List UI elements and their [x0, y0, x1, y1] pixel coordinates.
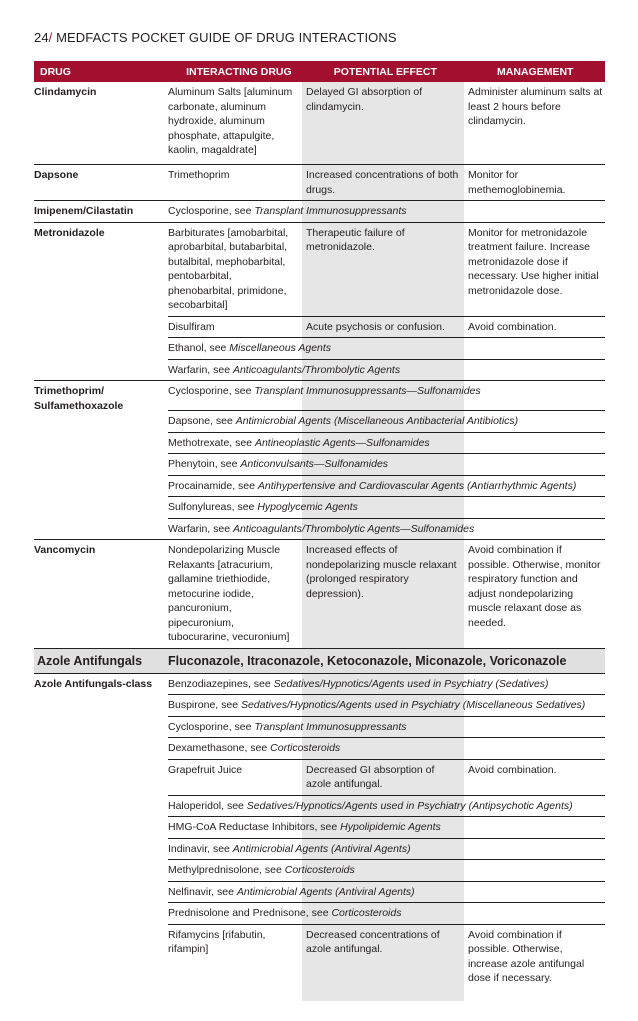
interacting-drug: Trimethoprim — [168, 169, 230, 181]
table-row — [34, 82, 605, 165]
management: Monitor for methemoglobinemia. — [468, 169, 566, 196]
drug-name: Imipenem/Cilastatin — [34, 205, 134, 217]
col-header-potential-effect: POTENTIAL EFFECT — [333, 65, 437, 78]
management: Avoid combination if possible. Otherwise, increase azole antifungal dose if necessary. — [468, 928, 585, 984]
management: Avoid combination if possible. Otherwise, monitor respiratory function and adjust nondepolarizing muscle relaxant dose as needed. — [468, 544, 601, 629]
table-row — [34, 165, 605, 201]
interacting-drug: Rifamycins [rifabutin, rifampin] — [168, 928, 266, 955]
cross-reference: Dexamethasone, see Corticosteroids — [168, 742, 341, 754]
cross-reference: Haloperidol, see Sedatives/Hypnotics/Agents used in Psychiatry (Antipsychotic Agents) — [168, 799, 573, 812]
table-row — [34, 223, 605, 382]
table-row — [34, 674, 605, 989]
management: Monitor for metronidazole treatment failure. Increase metronidazole dose if necessary. Use higher initial metronidazole dose. — [468, 226, 599, 297]
potential-effect: Delayed GI absorption of clindamycin. — [306, 86, 423, 113]
management: Administer aluminum salts at least 2 hours before clindamycin. — [468, 86, 603, 127]
cross-reference: Warfarin, see Anticoagulants/Thrombolytic Agents—Sulfonamides — [168, 522, 475, 535]
cross-reference: Cyclosporine, see Transplant Immunosuppressants—Sulfonamides — [168, 385, 481, 397]
cross-reference: Warfarin, see Anticoagulants/Thrombolytic Agents — [168, 363, 401, 376]
col-header-management: MANAGEMENT — [497, 65, 574, 78]
cross-reference: Methylprednisolone, see Corticosteroids — [168, 864, 355, 876]
cross-reference: Cyclosporine, see Transplant Immunosuppressants — [168, 205, 407, 217]
header-slash: / — [48, 30, 53, 45]
col-header-interacting-drug: INTERACTING DRUG — [186, 65, 292, 78]
potential-effect: Therapeutic failure of metronidazole. — [306, 226, 405, 253]
drug-name: Vancomycin — [34, 544, 96, 556]
drug-name: Clindamycin — [34, 86, 97, 98]
table-header — [34, 61, 605, 82]
potential-effect: Increased concentrations of both drugs. — [306, 169, 459, 196]
section-label: Azole Antifungals — [37, 653, 143, 668]
potential-effect: Increased effects of nondepolarizing muscle relaxant (prolonged respiratory depression). — [306, 544, 457, 600]
drug-name: Trimethoprim/ Sulfamethoxazole — [34, 385, 124, 412]
book-title: MEDFACTS POCKET GUIDE OF DRUG INTERACTIONS — [56, 30, 397, 45]
cross-reference: Sulfonylureas, see Hypoglycemic Agents — [168, 501, 358, 513]
cross-reference: Nelfinavir, see Antimicrobial Agents (Antiviral Agents) — [168, 885, 415, 898]
cross-reference: Benzodiazepines, see Sedatives/Hypnotics/Agents used in Psychiatry (Sedatives) — [168, 677, 549, 690]
interacting-drug: Barbiturates [amobarbital, aprobarbital, butabarbital, butalbital, mephobarbital, pentobarbital, phenobarbital, primidone, secobarbital] — [168, 226, 289, 311]
management: Avoid combination. — [468, 763, 557, 776]
cross-reference: Indinavir, see Antimicrobial Agents (Antiviral Agents) — [168, 842, 411, 855]
cross-reference: Buspirone, see Sedatives/Hypnotics/Agents used in Psychiatry (Miscellaneous Sedatives) — [168, 699, 586, 711]
interacting-drug: Grapefruit Juice — [168, 763, 243, 776]
management: Avoid combination. — [468, 320, 557, 333]
interacting-drug: Nondepolarizing Muscle Relaxants [atracurium, gallamine triethiodide, metocurine iodide, pancuronium, pipecuronium, tubocurarine, vecuronium] — [168, 544, 290, 643]
section-members: Fluconazole, Itraconazole, Ketoconazole, Miconazole, Voriconazole — [168, 653, 567, 668]
drug-name: Dapsone — [34, 169, 79, 181]
section-header-azole-antifungals — [34, 649, 605, 674]
cross-reference: Phenytoin, see Anticonvulsants—Sulfonamides — [168, 458, 389, 470]
interaction-table — [34, 61, 605, 989]
col-header-drug: DRUG — [40, 65, 71, 78]
table-row — [34, 381, 605, 540]
page-number: 24 — [34, 30, 49, 45]
potential-effect: Acute psychosis or confusion. — [306, 320, 445, 333]
interacting-drug: Aluminum Salts [aluminum carbonate, aluminum hydroxide, aluminum phosphate, attapulgite, kaolin, magaldrate] — [168, 86, 293, 156]
cross-reference: Methotrexate, see Antineoplastic Agents—Sulfonamides — [168, 436, 430, 449]
cross-reference: Ethanol, see Miscellaneous Agents — [168, 342, 332, 354]
interacting-drug: Disulfiram — [168, 320, 215, 333]
cross-reference: Dapsone, see Antimicrobial Agents (Miscellaneous Antibacterial Antibiotics) — [168, 415, 519, 427]
cross-reference: HMG-CoA Reductase Inhibitors, see Hypolipidemic Agents — [168, 821, 441, 833]
potential-effect: Decreased concentrations of azole antifungal. — [306, 928, 440, 955]
drug-name: Metronidazole — [34, 226, 105, 239]
table-row — [34, 201, 605, 223]
drug-name: Azole Antifungals-class — [34, 677, 153, 690]
cross-reference: Prednisolone and Prednisone, see Corticosteroids — [168, 907, 402, 919]
potential-effect: Decreased GI absorption of azole antifungal. — [306, 763, 435, 790]
cross-reference: Cyclosporine, see Transplant Immunosuppressants — [168, 720, 407, 733]
page-header — [34, 30, 397, 45]
table-row — [34, 540, 605, 649]
cross-reference: Procainamide, see Antihypertensive and Cardiovascular Agents (Antiarrhythmic Agents) — [168, 479, 577, 492]
